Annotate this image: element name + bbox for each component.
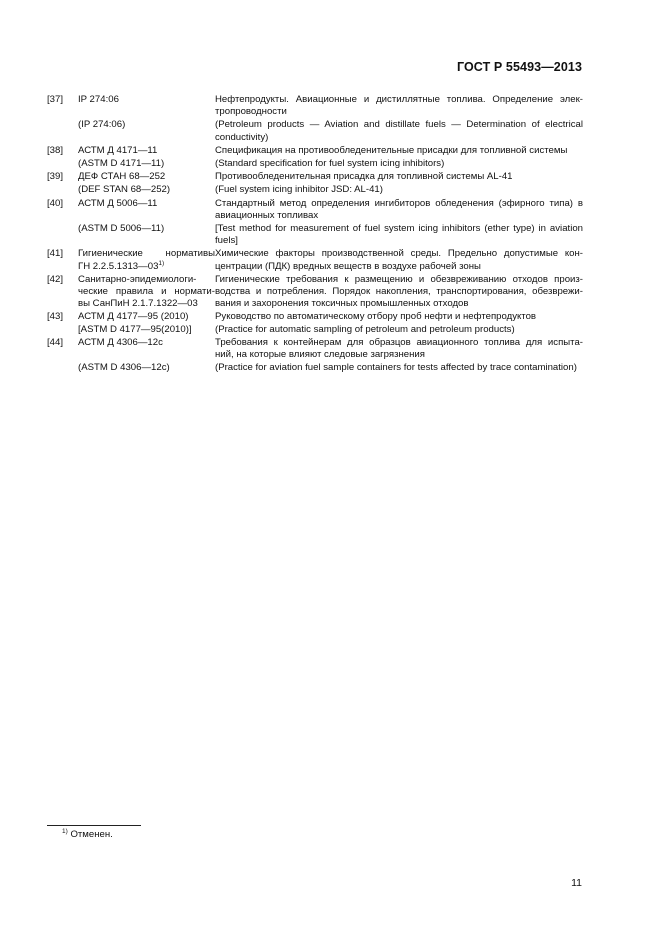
reference-number: [43]	[47, 311, 64, 323]
reference-title-cont: водства и потребления. Порядок накопления, транспортирования, обезврежи-	[215, 286, 583, 298]
reference-item	[47, 274, 583, 311]
reference-item	[47, 94, 583, 144]
reference-title: Требования к контейнерам для образцов авиационного топлива для испыта-	[215, 336, 583, 348]
reference-title: Руководство по автоматическому отбору проб нефти и нефтепродуктов	[215, 311, 537, 323]
reference-source: АСТМ Д 4177—95 (2010)	[78, 311, 189, 323]
reference-source: IP 274:06	[78, 94, 119, 105]
reference-source: Санитарно-эпидемиологи-	[78, 273, 197, 285]
footnote-divider	[47, 825, 141, 826]
reference-source-en: (DEF STAN 68—252)	[78, 184, 171, 196]
reference-item	[47, 311, 583, 335]
reference-number: [41]	[47, 248, 64, 260]
reference-title-en: [Test method for measurement of fuel system icing inhibitors (ether type) in aviation	[215, 223, 583, 235]
reference-number: [44]	[47, 336, 64, 348]
reference-title-cont: авиационных топливах	[215, 209, 319, 221]
reference-source: АСТМ Д 4306—12с	[78, 336, 163, 348]
reference-title-en: (Standard specification for fuel system icing inhibitors)	[215, 158, 445, 170]
reference-number: [42]	[47, 273, 64, 285]
reference-title: Противообледенительная присадка для топливной системы AL-41	[215, 171, 513, 183]
reference-item	[47, 198, 583, 248]
reference-title: Стандартный метод определения ингибиторов обледенения (эфирного типа) в	[215, 197, 583, 209]
reference-source-cont: вы СанПиН 2.1.7.1322—03	[78, 298, 198, 310]
reference-source-en: (IP 274:06)	[78, 119, 126, 131]
reference-title-cont: ний, на которые влияют следовые загрязнения	[215, 349, 425, 361]
reference-item	[47, 248, 583, 272]
reference-title-cont: центрации (ПДК) вредных веществ в воздухе рабочей зоны	[215, 260, 481, 272]
reference-item	[47, 337, 583, 375]
footnote-text: Отменен.	[70, 829, 113, 840]
reference-title-en: (Fuel system icing inhibitor JSD: AL-41)	[215, 184, 383, 196]
footnote-mark: 1)	[62, 828, 68, 835]
footnote-marker: 1)	[158, 259, 165, 267]
reference-source: Гигиенические нормативы	[78, 248, 215, 260]
reference-title-en: (Practice for automatic sampling of petroleum and petroleum products)	[215, 323, 515, 335]
standard-code-header: ГОСТ Р 55493—2013	[456, 60, 582, 74]
reference-title: Спецификация на противообледенительные присадки для топливной системы	[215, 144, 568, 156]
reference-source: ДЕФ СТАН 68—252	[78, 171, 166, 183]
reference-source-cont: ческие правила и нормати-	[78, 286, 215, 298]
reference-title-en: (Practice for aviation fuel sample containers for tests affected by trace contamination)	[215, 362, 577, 374]
reference-title: Гигиенические требования к размещению и обезвреживанию отходов произ-	[215, 273, 583, 285]
reference-source-en: (ASTM D 5006—11)	[78, 223, 165, 235]
reference-item	[47, 145, 583, 170]
reference-number: [40]	[47, 197, 64, 209]
reference-title: Химические факторы производственной среды. Предельно допустимые кон-	[215, 248, 583, 260]
reference-title-en: (Petroleum products — Aviation and distillate fuels — Determination of electrical	[215, 119, 583, 131]
reference-source: АСТМ Д 5006—11	[78, 197, 158, 209]
reference-title-cont: вания и захоронения токсичных промышленных отходов	[215, 298, 469, 310]
reference-title-en-cont: fuels]	[215, 235, 238, 247]
bibliography-list	[47, 94, 583, 374]
reference-title: Нефтепродукты. Авиационные и дистиллятные топлива. Определение элек-	[215, 94, 583, 105]
reference-title-en-cont: conductivity)	[215, 131, 269, 143]
reference-item	[47, 171, 583, 196]
footnote	[62, 829, 113, 840]
reference-source-en: (ASTM D 4171—11)	[78, 158, 165, 170]
page-number: 11	[571, 877, 582, 889]
reference-number: [39]	[47, 171, 64, 183]
reference-source-cont: ГН 2.2.5.1313—03	[78, 260, 159, 272]
reference-number: [38]	[47, 144, 64, 156]
reference-source-en: (ASTM D 4306—12c)	[78, 362, 170, 374]
reference-source-en: [ASTM D 4177—95(2010)]	[78, 323, 192, 335]
reference-title-cont: тропроводности	[215, 106, 287, 118]
reference-number: [37]	[47, 94, 64, 105]
reference-source: АСТМ Д 4171—11	[78, 144, 158, 156]
